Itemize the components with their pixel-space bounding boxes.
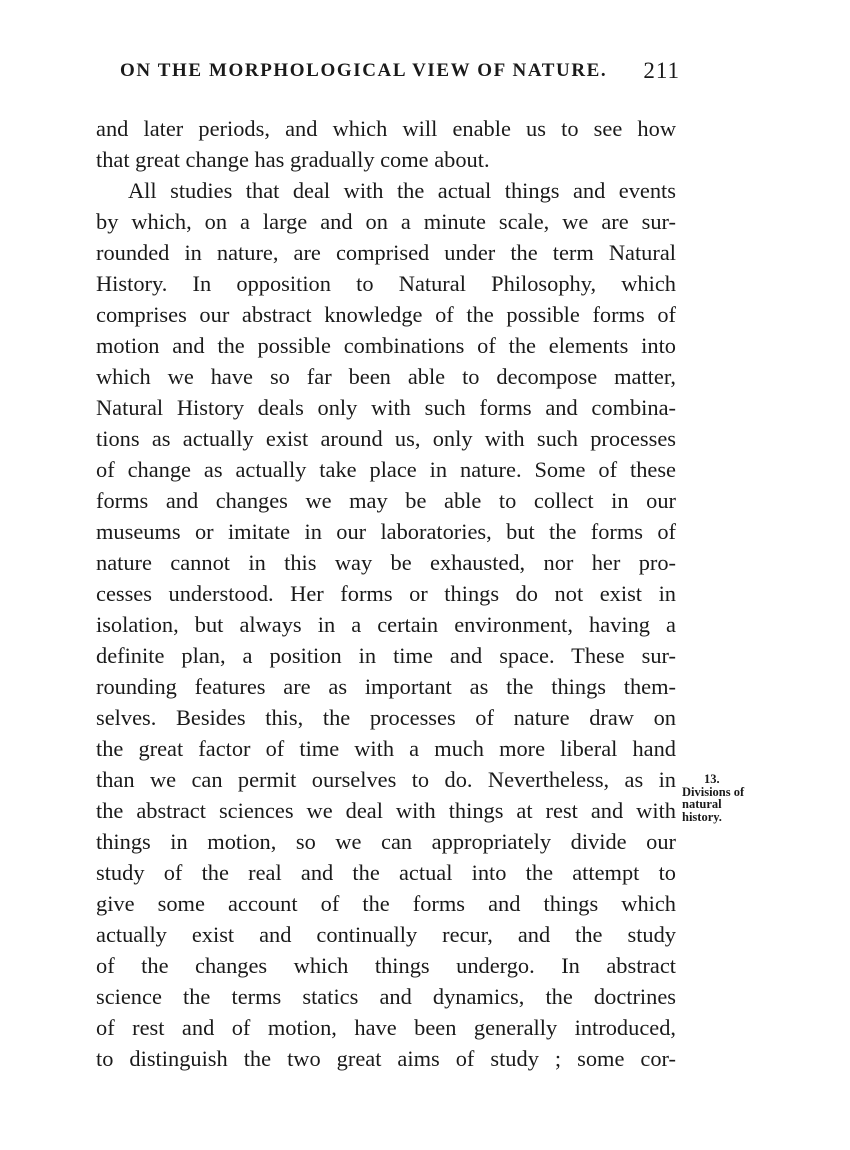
text-line: tions as actually exist around us, only with such processes — [96, 426, 676, 451]
marginal-note-line: history. — [682, 809, 722, 824]
text-line: rounded in nature, are comprised under the term Natural — [96, 240, 676, 265]
body-text — [96, 113, 676, 1074]
page-number: 211 — [643, 58, 680, 83]
text-line: to distinguish the two great aims of study ; some cor- — [96, 1046, 676, 1071]
text-line: All studies that deal with the actual things and events — [128, 178, 676, 203]
text-line: by which, on a large and on a minute scale, we are sur- — [96, 209, 676, 234]
marginal-note-line: Divisions of — [682, 784, 745, 799]
marginal-note-line: natural — [682, 797, 722, 811]
text-line: study of the real and the actual into the attempt to — [96, 860, 676, 885]
text-line: of change as actually take place in nature. Some of these — [96, 457, 676, 482]
running-head — [120, 60, 680, 90]
text-line: nature cannot in this way be exhausted, nor her pro- — [96, 550, 676, 575]
running-title: ON THE MORPHOLOGICAL VIEW OF NATURE. — [120, 60, 608, 81]
text-line: that great change has gradually come about. — [96, 147, 490, 172]
text-line: definite plan, a position in time and space. These sur- — [96, 643, 676, 668]
text-line: the great factor of time with a much more liberal hand — [96, 736, 676, 761]
text-line: forms and changes we may be able to collect in our — [96, 488, 676, 513]
text-line: History. In opposition to Natural Philosophy, which — [96, 271, 676, 296]
text-line: rounding features are as important as the things them- — [96, 674, 676, 699]
text-line: cesses understood. Her forms or things do not exist in — [96, 581, 676, 606]
text-line: the abstract sciences we deal with things at rest and with — [96, 798, 676, 823]
text-line: actually exist and continually recur, and the study — [96, 922, 676, 947]
text-line: of rest and of motion, have been generally introduced, — [96, 1015, 676, 1040]
text-line: motion and the possible combinations of the elements into — [96, 333, 676, 358]
marginal-note-number: 13. — [704, 772, 720, 786]
text-line: of the changes which things undergo. In abstract — [96, 953, 676, 978]
text-line: than we can permit ourselves to do. Nevertheless, as in — [96, 767, 676, 792]
text-line: things in motion, so we can appropriately divide our — [96, 829, 676, 854]
text-line: Natural History deals only with such forms and combina- — [96, 395, 676, 420]
text-line: isolation, but always in a certain environment, having a — [96, 612, 676, 637]
text-line: give some account of the forms and things which — [96, 891, 676, 916]
text-line: comprises our abstract knowledge of the possible forms of — [96, 302, 676, 327]
text-line: museums or imitate in our laboratories, but the forms of — [96, 519, 676, 544]
text-line: science the terms statics and dynamics, the doctrines — [96, 984, 676, 1009]
text-line: which we have so far been able to decompose matter, — [96, 364, 676, 389]
marginal-note — [682, 773, 782, 823]
text-line: and later periods, and which will enable us to see how — [96, 116, 676, 141]
text-line: selves. Besides this, the processes of nature draw on — [96, 705, 676, 730]
